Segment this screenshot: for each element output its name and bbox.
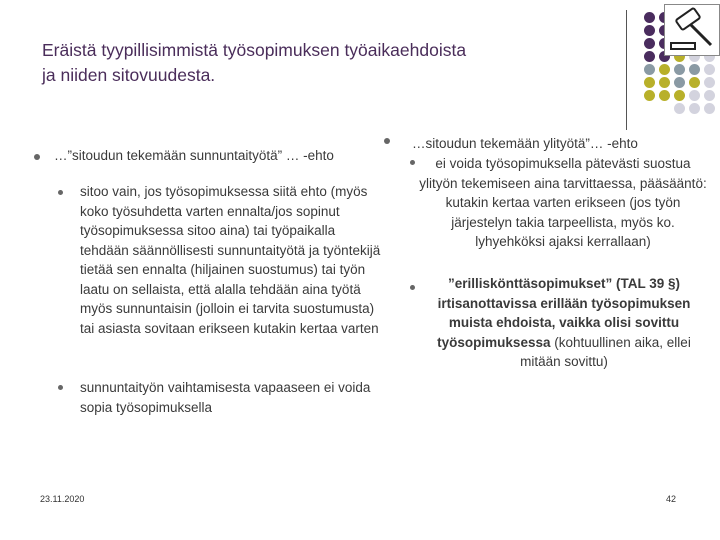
right-item-2-normal: (kohtuullinen aika, ellei mitään sovittu)	[520, 334, 691, 369]
dot	[644, 38, 655, 49]
dot	[644, 90, 655, 101]
decorative-divider	[626, 10, 627, 130]
dot	[704, 90, 715, 101]
footer-date: 23.11.2020	[40, 494, 85, 504]
dot	[704, 64, 715, 75]
left-heading-text: …”sitoudun tekemään sunnuntaityötä” … -ehto	[54, 148, 334, 163]
bullet	[384, 138, 390, 144]
dot	[659, 64, 670, 75]
dot	[689, 90, 700, 101]
dot	[644, 51, 655, 62]
dot	[674, 64, 685, 75]
slide-title	[42, 38, 602, 88]
dot	[644, 64, 655, 75]
bullet	[410, 285, 415, 290]
left-item-2: sunnuntaityön vaihtamisesta vapaaseen ei voida sopia työsopimuksella	[80, 380, 371, 415]
bullet	[58, 190, 63, 195]
right-item-2-bold: ”erilliskönttäsopimukset” (TAL 39 §) irtisanottavissa erillään työsopimuksen muista ehdoista, vaikka olisi sovittu työsopimuksessa	[437, 276, 691, 350]
dot	[704, 77, 715, 88]
page-number: 42	[666, 494, 677, 504]
gavel-icon	[664, 4, 720, 56]
bullet	[410, 160, 415, 165]
left-heading	[54, 146, 394, 166]
dot	[689, 77, 700, 88]
right-item-2	[426, 274, 702, 372]
right-heading: …sitoudun tekemään ylityötä”… -ehto	[412, 136, 638, 151]
dot	[644, 77, 655, 88]
dot	[689, 103, 700, 114]
dot	[659, 90, 670, 101]
dot	[659, 77, 670, 88]
dot	[644, 12, 655, 23]
title-line-2: ja niiden sitovuudesta.	[42, 65, 216, 85]
bullet	[34, 154, 40, 160]
dot	[674, 90, 685, 101]
title-line-1: Eräistä tyypillisimmistä työsopimuksen työaikaehdoista	[42, 40, 467, 60]
dot	[644, 25, 655, 36]
bullet	[58, 385, 63, 390]
right-item-1: ei voida työsopimuksella pätevästi suostua ylityön tekemiseen aina tarvittaessa, pääsääntö: kutakin kertaa varten erikseen (jos työn järjestelyn takia tarpeellista, myös ko. lyhyehköksi ajaksi kerrallaan)	[419, 156, 707, 249]
dot	[704, 103, 715, 114]
dot	[674, 103, 685, 114]
dot	[674, 77, 685, 88]
dot	[689, 64, 700, 75]
left-item-1: sitoo vain, jos työsopimuksessa siitä ehto (myös koko työsuhdetta varten ennalta/jos sopinut työsopimuksessa sitoo aina) tai työpaikalla tehdään säännöllisesti sunnuntaityötä ja työntekijä tietää sen ennalta (hiljainen suostumus) tai työn laatu on sellaista, että alalla tehdään aina työtä myös sunnuntaisin (jolloin ei tarvita suostumusta) tai asiasta sovitaan erikseen kutakin kertaa varten	[80, 184, 381, 336]
